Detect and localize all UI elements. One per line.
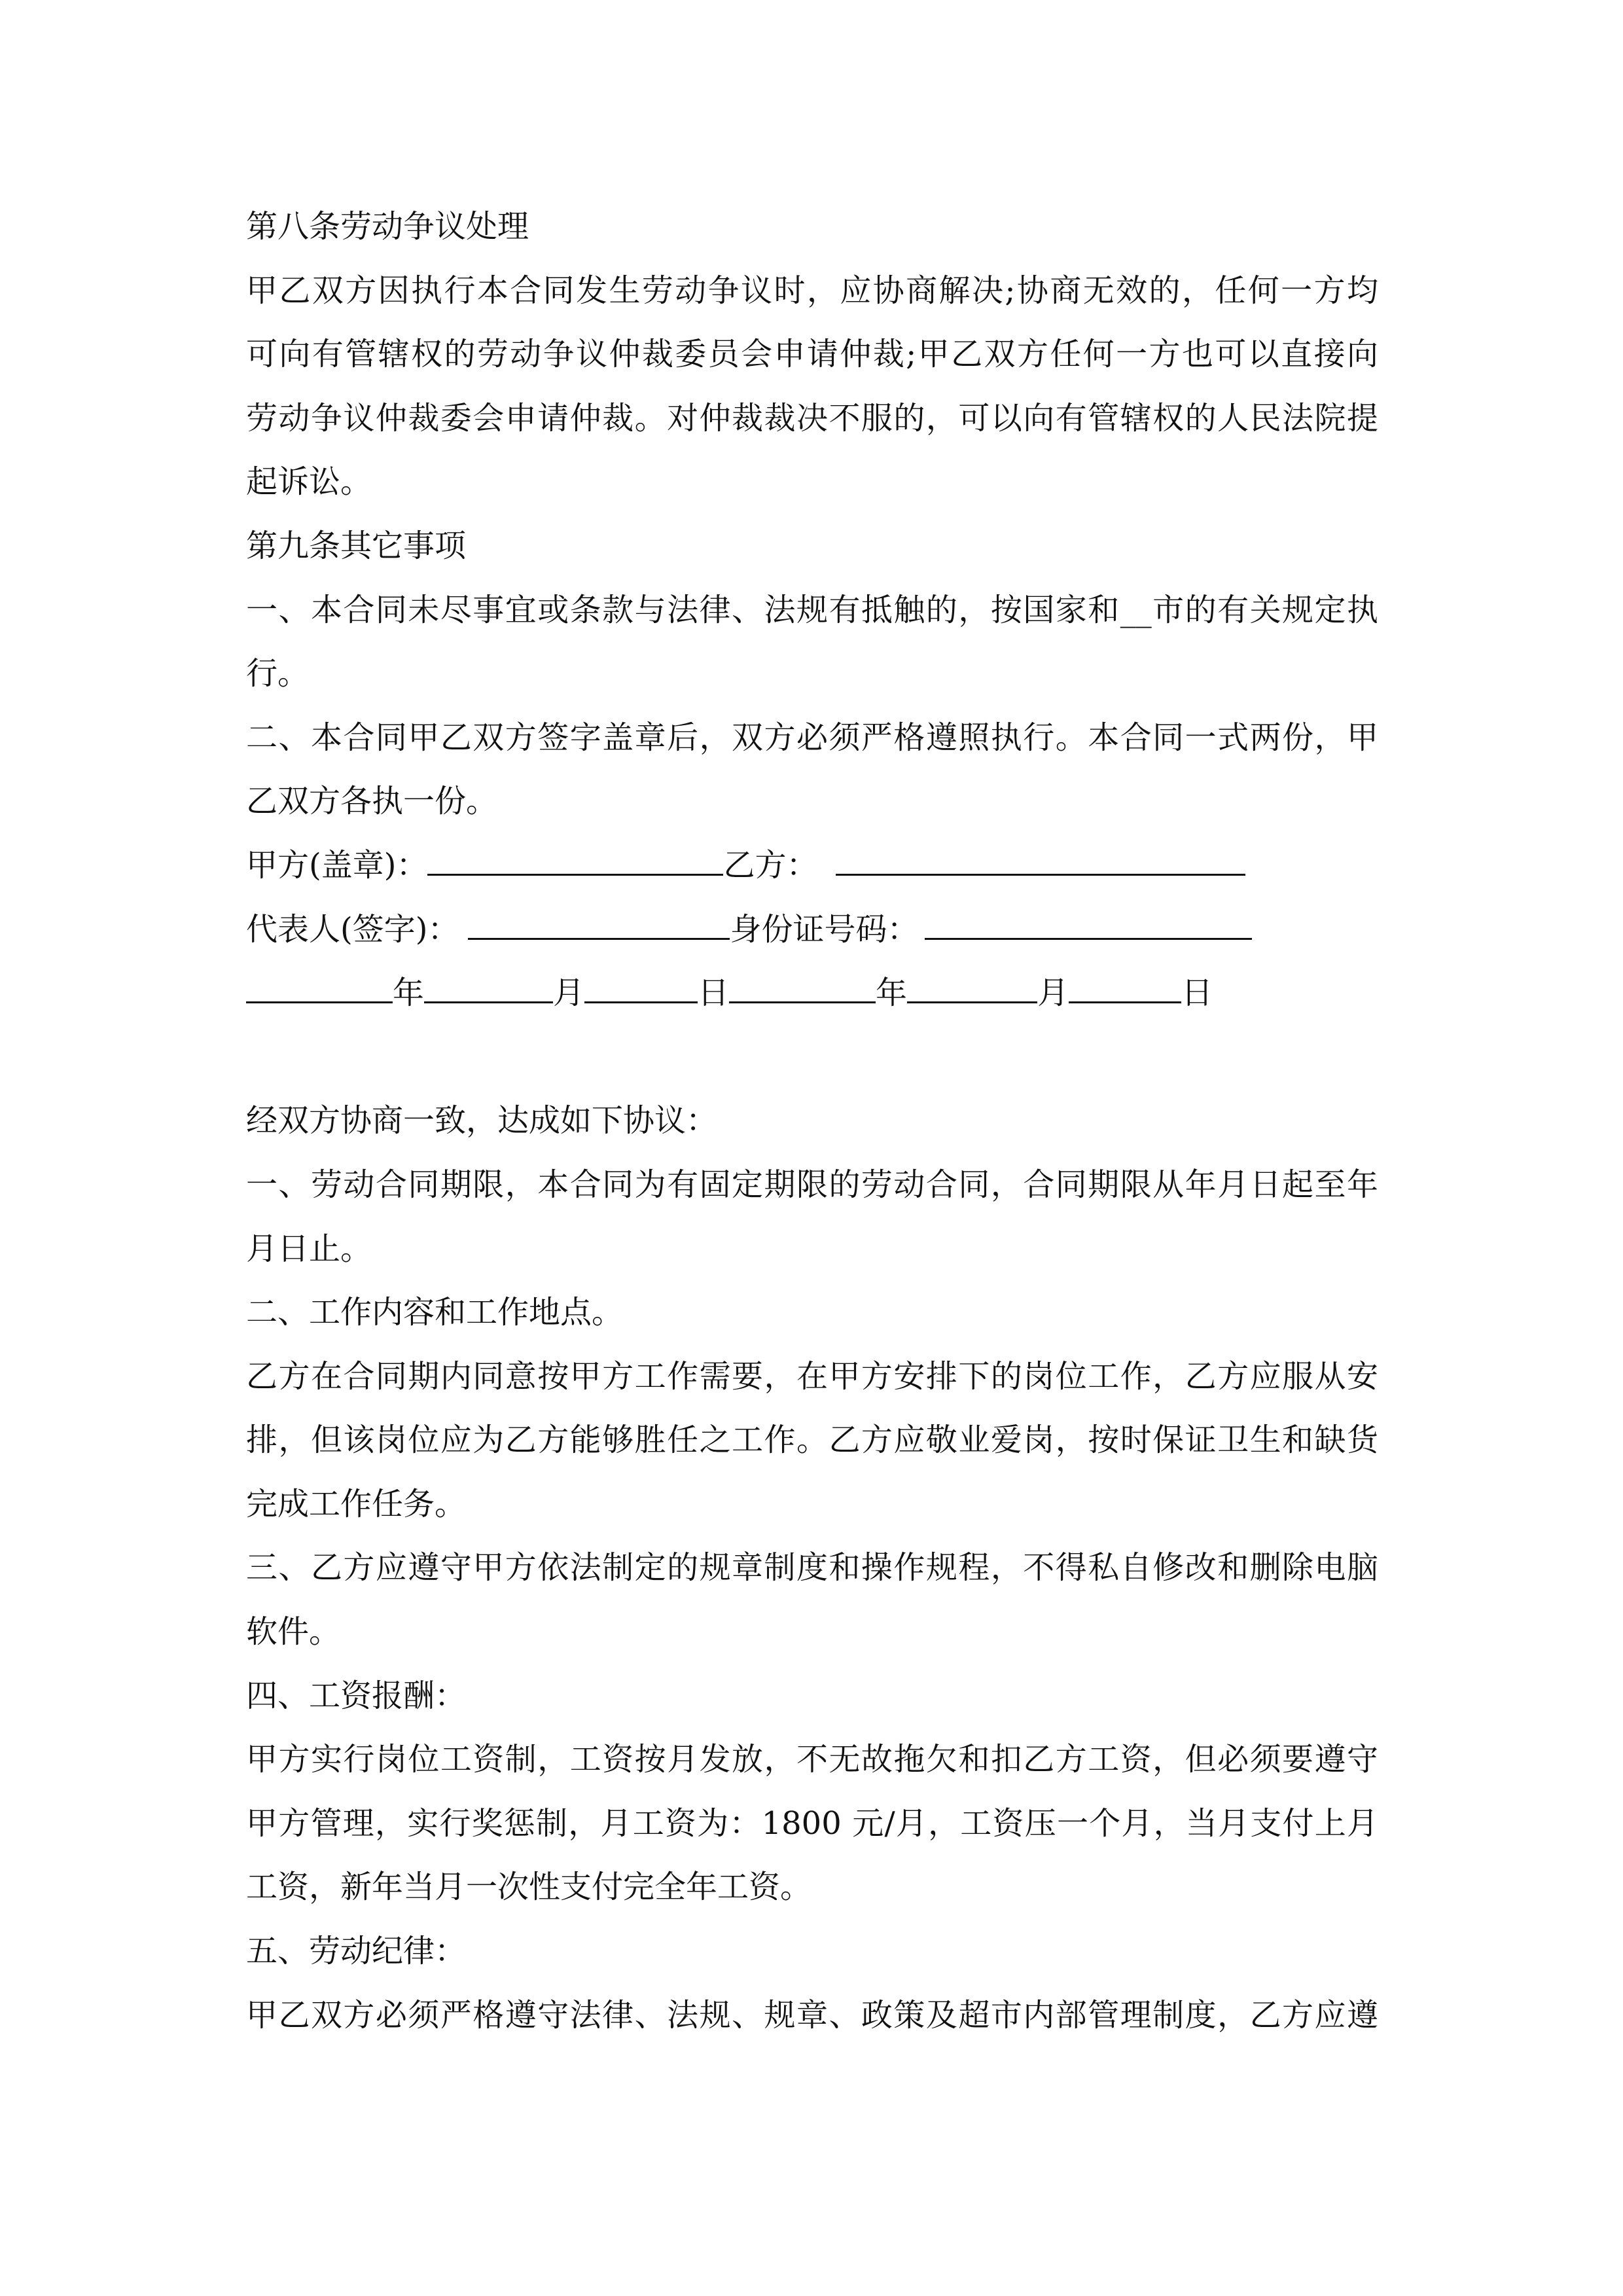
day-label: 日 — [698, 975, 730, 1012]
year-field-b[interactable] — [729, 975, 876, 1003]
clause-4-title: 四、工资报酬： — [246, 1677, 467, 1714]
clause-5-title: 五、劳动纪律： — [246, 1933, 467, 1970]
party-b-label: 乙方： — [723, 846, 818, 884]
month-field-a[interactable] — [424, 975, 553, 1003]
clause-2: 排，但该岗位应为乙方能够胜任之工作。乙方应敬业爱岗，按时保证卫生和缺货 — [246, 1422, 1378, 1459]
clause-3: 软件。 — [246, 1613, 341, 1651]
id-number-field[interactable] — [925, 912, 1252, 940]
representative-field[interactable] — [468, 912, 730, 940]
clause-4: 甲方管理，实行奖惩制，月工资为：1800 元/月，工资压一个月，当月支付上月 — [246, 1804, 1378, 1842]
month-label: 月 — [1037, 975, 1069, 1012]
signature-row-parties — [246, 834, 1378, 898]
clause-2: 完成工作任务。 — [246, 1485, 467, 1522]
article9-item1: 一、本合同未尽事宜或条款与法律、法规有抵触的，按国家和__市的有关规定执 — [246, 591, 1378, 628]
day-field-b[interactable] — [1069, 975, 1181, 1003]
year-label: 年 — [876, 975, 908, 1012]
clause-5: 甲乙双方必须严格遵守法律、法规、规章、政策及超市内部管理制度，乙方应遵 — [246, 1996, 1378, 2034]
clause-2-title: 二、工作内容和工作地点。 — [246, 1294, 624, 1331]
article9-item2: 二、本合同甲乙双方签字盖章后，双方必须严格遵照执行。本合同一式两份，甲 — [246, 719, 1378, 756]
year-label: 年 — [393, 975, 425, 1012]
article8-line: 起诉讼。 — [246, 463, 372, 501]
month-label: 月 — [553, 975, 585, 1012]
representative-label: 代表人(签字)： — [246, 910, 459, 948]
article8-line: 甲乙双方因执行本合同发生劳动争议时，应协商解决;协商无效的，任何一方均 — [246, 272, 1378, 309]
clause-1: 月日止。 — [246, 1230, 372, 1267]
article8-line: 可向有管辖权的劳动争议仲裁委员会申请仲裁;甲乙双方任何一方也可以直接向 — [246, 336, 1378, 373]
article9-item1: 行。 — [246, 655, 310, 692]
clause-4: 工资，新年当月一次性支付完全年工资。 — [246, 1869, 812, 1906]
document-body — [246, 195, 1378, 2047]
clause-4: 甲方实行岗位工资制，工资按月发放，不无故拖欠和扣乙方工资，但必须要遵守 — [246, 1741, 1378, 1778]
article8-line: 劳动争议仲裁委会申请仲裁。对仲裁裁决不服的，可以向有管辖权的人民法院提 — [246, 399, 1378, 437]
article8-title: 第八条劳动争议处理 — [246, 208, 529, 245]
day-field-a[interactable] — [584, 975, 698, 1003]
signature-row-dates — [246, 961, 1378, 1026]
article9-item2: 乙双方各执一份。 — [246, 783, 498, 820]
clause-1: 一、劳动合同期限，本合同为有固定期限的劳动合同，合同期限从年月日起至年 — [246, 1166, 1378, 1203]
party-a-label: 甲方(盖章)： — [246, 846, 428, 884]
clause-2: 乙方在合同期内同意按甲方工作需要，在甲方安排下的岗位工作，乙方应服从安 — [246, 1357, 1378, 1395]
day-label: 日 — [1181, 975, 1213, 1012]
article9-title: 第九条其它事项 — [246, 527, 467, 564]
month-field-b[interactable] — [907, 975, 1037, 1003]
party-b-field[interactable] — [836, 848, 1245, 876]
party-a-field[interactable] — [427, 848, 723, 876]
year-field-a[interactable] — [246, 975, 393, 1003]
signature-row-representative — [246, 898, 1378, 962]
id-number-label: 身份证号码： — [730, 910, 919, 948]
spacer — [246, 1026, 1378, 1090]
clause-3: 三、乙方应遵守甲方依法制定的规章制度和操作规程，不得私自修改和删除电脑 — [246, 1549, 1378, 1587]
agreement-intro: 经双方协商一致，达成如下协议： — [246, 1102, 718, 1139]
